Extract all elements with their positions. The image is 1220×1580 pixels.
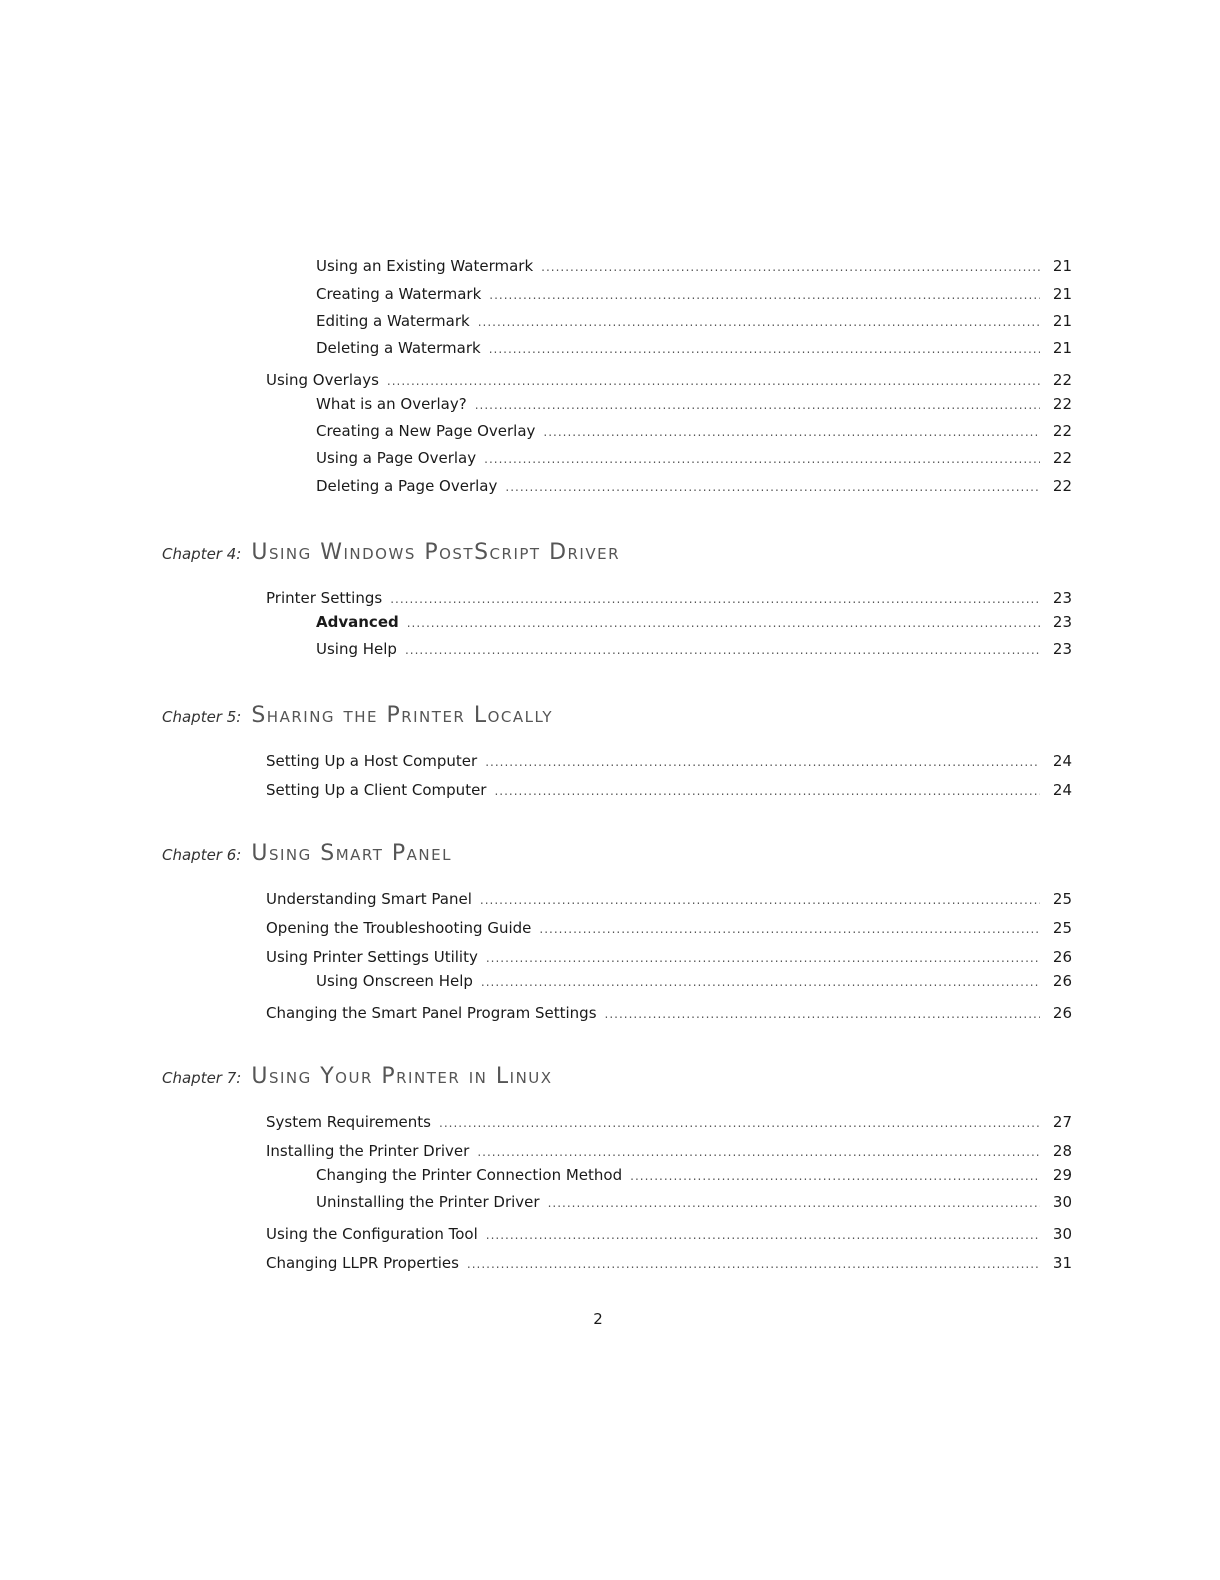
toc-entry[interactable] xyxy=(316,447,1072,469)
toc-entry-page: 26 xyxy=(1052,1004,1072,1022)
toc-entry-title: Changing LLPR Properties xyxy=(266,1254,459,1272)
chapter-prefix: Chapter 6: xyxy=(162,846,242,864)
dot-leader xyxy=(477,1141,1040,1162)
toc-entry[interactable] xyxy=(266,888,1072,910)
toc-entry[interactable] xyxy=(266,750,1072,772)
toc-entry-page: 21 xyxy=(1052,312,1072,330)
toc-entry[interactable] xyxy=(316,638,1072,660)
dot-leader xyxy=(480,889,1040,910)
toc-entry-title: Using the Configuration Tool xyxy=(266,1225,478,1243)
toc-entry-page: 30 xyxy=(1052,1193,1072,1211)
page-number: 2 xyxy=(593,1310,603,1328)
toc-entry-title: Deleting a Watermark xyxy=(316,339,481,357)
chapter-heading[interactable] xyxy=(162,1064,553,1098)
toc-entry-title: Editing a Watermark xyxy=(316,312,470,330)
chapter-heading[interactable] xyxy=(162,703,553,737)
toc-entry-title: Using an Existing Watermark xyxy=(316,257,534,275)
chapter-title: Using Smart Panel xyxy=(251,841,452,866)
toc-entry[interactable] xyxy=(316,475,1072,497)
toc-entry-title: Installing the Printer Driver xyxy=(266,1142,470,1160)
dot-leader xyxy=(478,311,1040,332)
toc-entry-page: 25 xyxy=(1052,919,1072,937)
toc-entry-title: What is an Overlay? xyxy=(316,395,467,413)
dot-leader xyxy=(486,1224,1040,1245)
toc-entry-page: 26 xyxy=(1052,948,1072,966)
dot-leader xyxy=(475,394,1040,415)
toc-entry[interactable] xyxy=(266,1002,1072,1024)
toc-entry[interactable] xyxy=(266,779,1072,801)
toc-entry[interactable] xyxy=(316,310,1072,332)
dot-leader xyxy=(484,448,1040,469)
toc-entry[interactable] xyxy=(266,1111,1072,1133)
toc-entry-page: 25 xyxy=(1052,890,1072,908)
toc-entry[interactable] xyxy=(266,587,1072,609)
toc-entry[interactable] xyxy=(266,1252,1072,1274)
toc-entry[interactable] xyxy=(316,283,1072,305)
toc-entry[interactable] xyxy=(266,917,1072,939)
toc-entry-title: Advanced xyxy=(316,613,399,631)
toc-entry-title: Opening the Troubleshooting Guide xyxy=(266,919,532,937)
dot-leader xyxy=(541,256,1040,277)
toc-entry-page: 30 xyxy=(1052,1225,1072,1243)
toc-entry-title: Creating a New Page Overlay xyxy=(316,422,536,440)
toc-entry[interactable] xyxy=(316,255,1072,277)
toc-entry[interactable] xyxy=(266,946,1072,968)
toc-entry[interactable] xyxy=(316,393,1072,415)
toc-entry-page: 24 xyxy=(1052,781,1072,799)
dot-leader xyxy=(405,639,1040,660)
toc-entry-title: Using Help xyxy=(316,640,397,658)
toc-entry-title: Setting Up a Host Computer xyxy=(266,752,478,770)
toc-entry[interactable] xyxy=(316,1164,1072,1186)
chapter-prefix: Chapter 5: xyxy=(162,708,242,726)
dot-leader xyxy=(494,780,1040,801)
toc-entry-page: 28 xyxy=(1052,1142,1072,1160)
chapter-title: Using Windows PostScript Driver xyxy=(251,540,621,565)
toc-entry[interactable] xyxy=(316,611,1072,633)
toc-entry-title: Changing the Smart Panel Program Settings xyxy=(266,1004,597,1022)
dot-leader xyxy=(481,971,1040,992)
dot-leader xyxy=(543,421,1040,442)
dot-leader xyxy=(467,1253,1040,1274)
toc-entry-page: 26 xyxy=(1052,972,1072,990)
dot-leader xyxy=(489,284,1040,305)
toc-entry-page: 21 xyxy=(1052,257,1072,275)
dot-leader xyxy=(489,338,1040,359)
toc-entry-page: 23 xyxy=(1052,640,1072,658)
dot-leader xyxy=(407,612,1040,633)
toc-entry-page: 22 xyxy=(1052,477,1072,495)
chapter-title: Using Your Printer in Linux xyxy=(251,1064,553,1089)
toc-entry-page: 21 xyxy=(1052,339,1072,357)
toc-entry[interactable] xyxy=(316,970,1072,992)
toc-entry-title: Changing the Printer Connection Method xyxy=(316,1166,623,1184)
dot-leader xyxy=(439,1112,1040,1133)
chapter-prefix: Chapter 7: xyxy=(162,1069,242,1087)
toc-entry[interactable] xyxy=(266,369,1072,391)
toc-entry-title: Using Overlays xyxy=(266,371,379,389)
toc-entry[interactable] xyxy=(266,1140,1072,1162)
toc-entry-page: 22 xyxy=(1052,422,1072,440)
toc-entry[interactable] xyxy=(316,337,1072,359)
toc-entry[interactable] xyxy=(266,1223,1072,1245)
toc-entry-title: Understanding Smart Panel xyxy=(266,890,472,908)
dot-leader xyxy=(505,476,1040,497)
toc-entry-title: Creating a Watermark xyxy=(316,285,482,303)
dot-leader xyxy=(548,1192,1040,1213)
toc-entry-title: Uninstalling the Printer Driver xyxy=(316,1193,540,1211)
toc-entry[interactable] xyxy=(316,420,1072,442)
toc-entry-title: System Requirements xyxy=(266,1113,431,1131)
toc-entry-page: 31 xyxy=(1052,1254,1072,1272)
toc-entry-title: Deleting a Page Overlay xyxy=(316,477,498,495)
chapter-prefix: Chapter 4: xyxy=(162,545,242,563)
dot-leader xyxy=(486,947,1040,968)
dot-leader xyxy=(390,588,1040,609)
toc-entry-title: Using a Page Overlay xyxy=(316,449,477,467)
toc-entry-page: 22 xyxy=(1052,371,1072,389)
chapter-heading[interactable] xyxy=(162,540,620,574)
dot-leader xyxy=(630,1165,1040,1186)
toc-entry-page: 22 xyxy=(1052,449,1072,467)
dot-leader xyxy=(485,751,1040,772)
toc-entry-page: 29 xyxy=(1052,1166,1072,1184)
toc-entry-page: 22 xyxy=(1052,395,1072,413)
chapter-heading[interactable] xyxy=(162,841,452,875)
toc-entry-page: 21 xyxy=(1052,285,1072,303)
toc-entry[interactable] xyxy=(316,1191,1072,1213)
toc-entry-page: 23 xyxy=(1052,613,1072,631)
chapter-title: Sharing the Printer Locally xyxy=(251,703,554,728)
dot-leader xyxy=(605,1003,1040,1024)
dot-leader xyxy=(387,370,1040,391)
toc-entry-title: Setting Up a Client Computer xyxy=(266,781,487,799)
toc-entry-page: 27 xyxy=(1052,1113,1072,1131)
toc-entry-page: 24 xyxy=(1052,752,1072,770)
toc-entry-title: Using Printer Settings Utility xyxy=(266,948,478,966)
dot-leader xyxy=(539,918,1040,939)
toc-entry-page: 23 xyxy=(1052,589,1072,607)
toc-entry-title: Printer Settings xyxy=(266,589,383,607)
toc-entry-title: Using Onscreen Help xyxy=(316,972,473,990)
